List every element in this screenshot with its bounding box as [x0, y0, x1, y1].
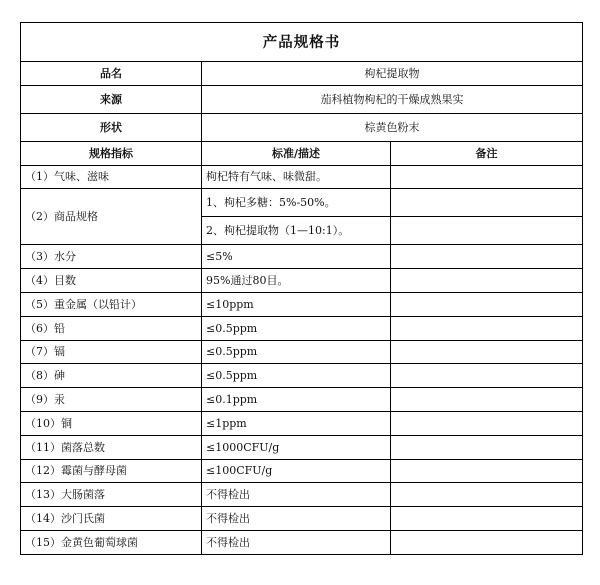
table-row — [21, 507, 583, 531]
spec-note — [391, 189, 583, 217]
info-value: 棕黄色粉末 — [202, 113, 583, 141]
info-row-name — [21, 62, 583, 86]
table-row — [21, 316, 583, 340]
spec-standard: 枸杞特有气味、味微甜。 — [202, 165, 391, 189]
table-row — [21, 530, 583, 554]
spec-item: （14）沙门氏菌 — [21, 507, 202, 531]
spec-note — [391, 292, 583, 316]
spec-item: （1）气味、滋味 — [21, 165, 202, 189]
table-row — [21, 340, 583, 364]
info-row-form — [21, 113, 583, 141]
table-row — [21, 388, 583, 412]
spec-standard: ≤0.5ppm — [202, 364, 391, 388]
spec-item: （9）汞 — [21, 388, 202, 412]
spec-standard: 不得检出 — [202, 530, 391, 554]
info-label: 来源 — [21, 85, 202, 113]
spec-item: （11）菌落总数 — [21, 435, 202, 459]
spec-item: （13）大肠菌落 — [21, 483, 202, 507]
table-row — [21, 292, 583, 316]
column-header-standard: 标准/描述 — [202, 141, 391, 165]
info-value: 枸杞提取物 — [202, 62, 583, 86]
spec-item: （8）砷 — [21, 364, 202, 388]
spec-standard: ≤1ppm — [202, 411, 391, 435]
table-row — [21, 364, 583, 388]
spec-table — [20, 22, 583, 555]
spec-note — [391, 316, 583, 340]
table-row — [21, 189, 583, 217]
spec-item: （3）水分 — [21, 245, 202, 269]
column-header-item: 规格指标 — [21, 141, 202, 165]
spec-note — [391, 530, 583, 554]
spec-note — [391, 507, 583, 531]
spec-note — [391, 340, 583, 364]
spec-standard: 1、枸杞多糖：5%-50%。 — [202, 189, 391, 217]
spec-note — [391, 483, 583, 507]
title-row — [21, 23, 583, 62]
spec-item: （4）目数 — [21, 269, 202, 293]
spec-standard: ≤5% — [202, 245, 391, 269]
spec-item: （12）霉菌与酵母菌 — [21, 459, 202, 483]
spec-standard: ≤0.5ppm — [202, 316, 391, 340]
document-title: 产品规格书 — [21, 23, 583, 62]
spec-item: （10）铜 — [21, 411, 202, 435]
table-row — [21, 165, 583, 189]
spec-item: （15）金黄色葡萄球菌 — [21, 530, 202, 554]
spec-note — [391, 459, 583, 483]
table-row — [21, 269, 583, 293]
spec-note — [391, 245, 583, 269]
table-row — [21, 245, 583, 269]
spec-standard: ≤10ppm — [202, 292, 391, 316]
table-row — [21, 411, 583, 435]
spec-standard: 不得检出 — [202, 483, 391, 507]
table-row — [21, 483, 583, 507]
spec-item: （6）铅 — [21, 316, 202, 340]
info-label: 形状 — [21, 113, 202, 141]
table-row — [21, 459, 583, 483]
table-row — [21, 435, 583, 459]
spec-note — [391, 388, 583, 412]
spec-item: （2）商品规格 — [21, 189, 202, 245]
spec-standard: ≤100CFU/g — [202, 459, 391, 483]
spec-note — [391, 435, 583, 459]
spec-standard: ≤0.5ppm — [202, 340, 391, 364]
header-row — [21, 141, 583, 165]
spec-note — [391, 165, 583, 189]
column-header-note: 备注 — [391, 141, 583, 165]
spec-note — [391, 269, 583, 293]
info-row-source — [21, 85, 583, 113]
spec-standard: ≤1000CFU/g — [202, 435, 391, 459]
spec-note — [391, 217, 583, 245]
spec-item: （5）重金属（以铅计） — [21, 292, 202, 316]
spec-standard: 2、枸杞提取物（1—10:1）。 — [202, 217, 391, 245]
spec-standard: 95%通过80目。 — [202, 269, 391, 293]
spec-item: （7）镉 — [21, 340, 202, 364]
info-value: 茄科植物枸杞的干燥成熟果实 — [202, 85, 583, 113]
spec-note — [391, 364, 583, 388]
spec-note — [391, 411, 583, 435]
spec-standard: ≤0.1ppm — [202, 388, 391, 412]
info-label: 品名 — [21, 62, 202, 86]
spec-standard: 不得检出 — [202, 507, 391, 531]
